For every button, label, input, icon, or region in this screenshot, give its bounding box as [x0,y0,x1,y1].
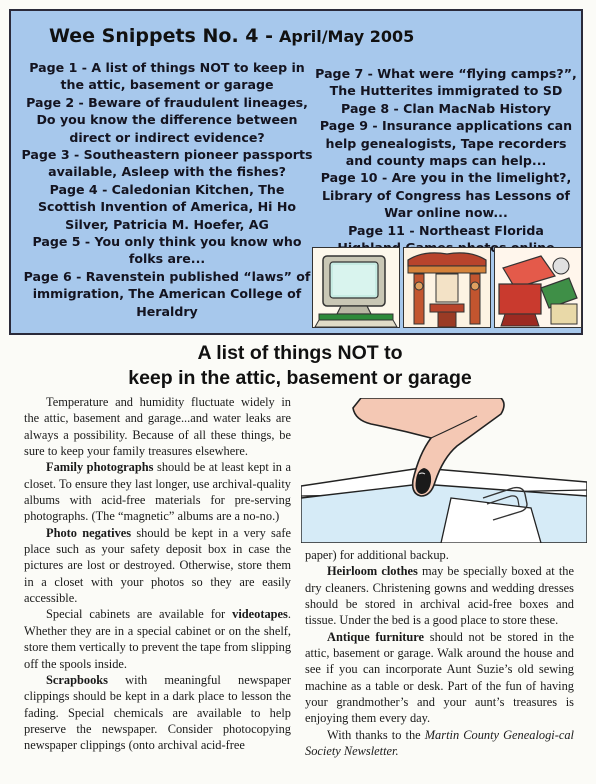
photos-paragraph [24,459,291,524]
toc-item: Page 11 - Northeast Florida [348,222,544,238]
stored-items-icon [494,247,582,328]
article-left-column [24,394,291,754]
computer-monitor-icon [312,247,400,328]
negatives-text: should be kept in a very safe place such as your safety deposit box in case the pictures are lost or destroyed. Otherwise, store them in a closet with your photos so they are easily accessible. [24,525,291,606]
hand-holding-photo-icon [301,398,587,543]
thanks-source: Martin County Genealogi-cal Society Newsletter. [305,727,574,759]
toc-item: Page 2 - Beware of fraudulent lineages, Do you know the difference between direct or indirect evidence? [26,94,308,145]
intro-paragraph: Temperature and humidity fluctuate widely in the attic, basement and garage...and water leaks are always a possibility. Because of all these things, be sure to keep your family treasures elsewhere. [24,395,291,459]
videotapes-text: . Whether they are in a special cabinet or on the shelf, store them vertically to prevent the tape from slipping off the spools inside. [24,607,292,671]
toc-item: Page 6 - Ravenstein published “laws” of immigration, The American College of Heraldry [23,268,311,319]
heirloom-paragraph [305,563,574,628]
scrapbooks-paragraph [24,672,291,754]
videotapes-term: videotapes [232,607,288,622]
scrapbooks-continued: paper) for additional backup. [305,548,449,562]
antique-text: should not be stored in the attic, basement or garage. Walk around the house and see if you can incorporate Aunt Suzie’s old sewing machine as a table or desk. Part of the fun of having your grandmother’s and your aunt’s treasures is enjoying them every day. [305,629,575,726]
videotapes-pre: Special cabinets are available for [46,607,233,622]
headline-line: A list of things NOT to [197,342,403,364]
scrapbooks-text: with meaningful newspaper clippings should be kept in a dark place to lesson the fading. Special chemicals are available to help preserve the newspaper. Consider photocopying newspaper clippings (onto archival acid-free [24,672,291,753]
toc-right-column [315,65,577,256]
toc-item: Page 1 - A list of things NOT to keep in the attic, basement or garage [29,60,305,93]
thanks-pre: With thanks to the [327,727,425,742]
newsletter-date: April/May 2005 [279,27,415,46]
toc-item: Page 10 - Are you in the limelight?, Library of Congress has Lessons of War online now... [320,170,572,221]
toc-item: Page 7 - What were “flying camps?”, The Hutterites immigrated to SD [315,66,577,99]
photos-term: Family photographs [46,460,154,475]
article-right-column [305,547,574,759]
antique-paragraph [305,629,574,727]
negatives-paragraph [24,525,291,607]
toc-left-column [19,59,315,320]
article-headline [60,341,540,390]
antique-furniture-icon [403,247,491,328]
toc-item: Page 8 - Clan MacNab History [341,100,551,116]
heirloom-term: Heirloom clothes [327,564,418,579]
newsletter-title [49,25,414,47]
photos-text: should be at least kept in a closet. To ensure they last longer, use archival-quality albums with acid-free materials for pre-serving photographs. (The “magnetic” albums are a no-no.) [24,460,291,524]
toc-item: Page 4 - Caledonian Kitchen, The Scottish Invention of America, Hi Ho Silver, Patricia M. Hoefer, AG [37,181,297,232]
table-of-contents-box [9,9,583,335]
headline-line: keep in the attic, basement or garage [128,366,472,389]
videotapes-paragraph [24,606,291,671]
scrapbooks-term: Scrapbooks [46,672,108,687]
toc-item: Page 5 - You only think you know who folks are... [32,234,302,267]
toc-item: Page 9 - Insurance applications can help genealogists, Tape recorders and county maps can help... [319,118,573,169]
heirloom-text: may be specially boxed at the dry cleaners. Christening gowns and wedding dresses should be stored in archival acid-free boxes and tissue. Under the bed is a good place to store these. [305,564,575,628]
toc-item: Page 3 - Southeastern pioneer passports available, Asleep with the fishes? [21,147,313,180]
newsletter-name: Wee Snippets No. 4 - [49,25,273,47]
antique-term: Antique furniture [327,629,425,644]
thanks-paragraph [305,727,574,760]
negatives-term: Photo negatives [46,525,132,540]
